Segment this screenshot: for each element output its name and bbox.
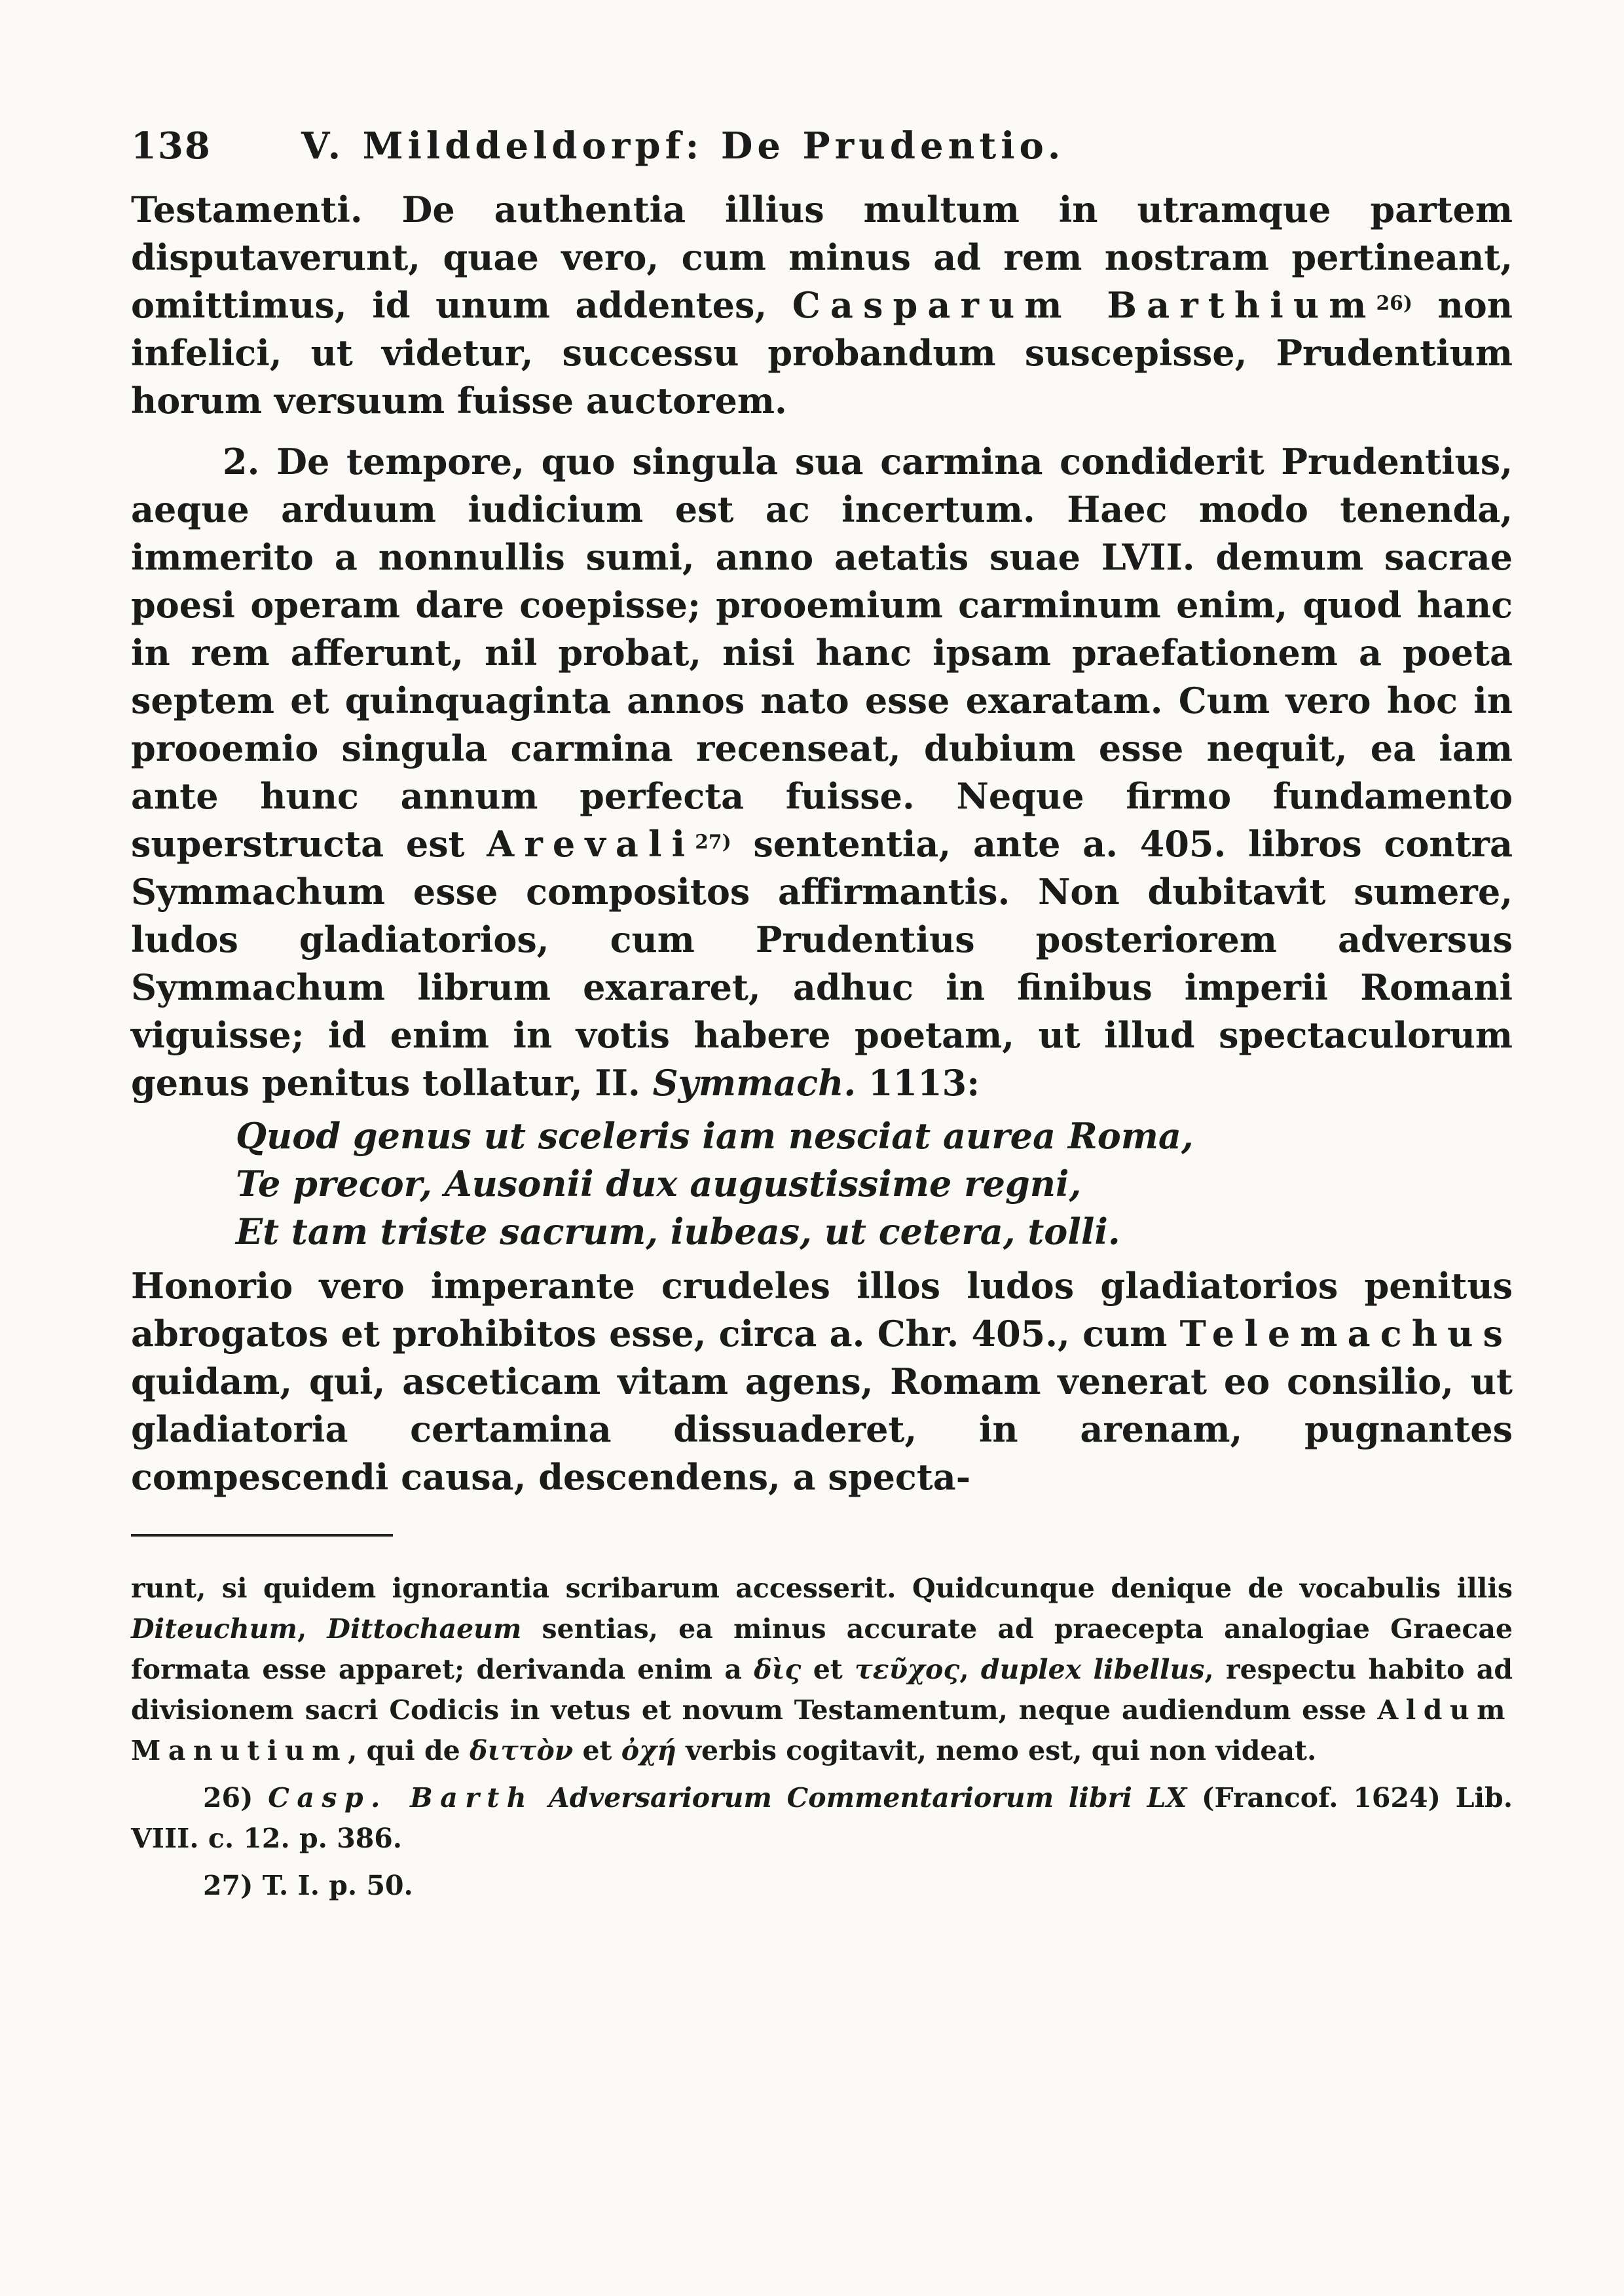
greek-word: τεῦχος: [855, 1654, 960, 1685]
text: [253, 1782, 268, 1813]
verse-line: Te precor, Ausonii dux augustissime regni,: [236, 1163, 1082, 1205]
text: 1113:: [856, 1062, 980, 1104]
text: ,: [297, 1613, 327, 1645]
footnotes: [131, 1568, 1513, 1906]
text: verbis cogitavit, nemo est, qui non videat.: [676, 1735, 1317, 1766]
text: Honorio vero imperante crudeles illos ludos gladiatorios penitus abrogatos et prohibitos esse, circa a. Chr. 405., cum: [131, 1265, 1513, 1355]
paragraph-1: [131, 186, 1513, 425]
text: Testamenti. De authentia illius multum in utramque partem disputaverunt, quae vero, cum minus ad rem nostram pertineant, omittimus, id unum addentes,: [131, 189, 1513, 326]
person-name: Telemachus: [1179, 1313, 1513, 1355]
paragraph-3: [131, 1262, 1513, 1501]
greek-word: ὀχή: [621, 1735, 676, 1766]
page-number: 138: [131, 124, 212, 168]
greek-word: διττὸν: [470, 1735, 574, 1766]
author-name: Aldum Manutium: [131, 1694, 1513, 1766]
text: sentias, ea minus accurate ad praecepta analogiae Graecae formata esse apparet; derivanda enim a: [131, 1613, 1513, 1685]
text: T. I. p. 50.: [253, 1870, 413, 1901]
footnote-27: [131, 1865, 1513, 1906]
running-header: [131, 124, 1513, 168]
text: sententia, ante a. 405. libros contra Symmachum esse compositos affirmantis. Non dubitavit sumere, ludos gladiatorios, cum Prudentius posteriorem adversus Symmachum librum exararet, adhuc in finibus imperii Romani viguisse; id enim in votis habere poetam, ut illud spectaculorum genus penitus tollatur, II.: [131, 823, 1513, 1104]
author-name: Casparum Barthium: [792, 284, 1376, 326]
text: runt, si quidem ignorantia scribarum accesserit. Quidcunque denique de vocabulis illis: [131, 1573, 1513, 1604]
text: non infelici, ut videtur, successu probandum suscepisse, Prudentium horum versuum fuisse auctorem.: [131, 284, 1513, 422]
term: Dittochaeum: [327, 1613, 522, 1645]
page: [131, 124, 1513, 1906]
text: , respectu habito ad divisionem sacri Codicis in vetus et novum Testamentum, neque audiendum esse: [131, 1654, 1513, 1726]
work-title: Adversariorum Commentariorum libri LX: [548, 1782, 1187, 1813]
verse-line: Et tam triste sacrum, iubeas, ut cetera, tolli.: [236, 1211, 1120, 1252]
citation: Symmach.: [652, 1062, 857, 1104]
term: Diteuchum: [131, 1613, 297, 1645]
greek-word: δὶς: [754, 1654, 802, 1685]
text: quidam, qui, asceticam vitam agens, Romam venerat eo consilio, ut gladiatoria certamina dissuaderet, in arenam, pugnantes compescendi causa, descendens, a specta-: [131, 1360, 1513, 1498]
footnote-continuation: [131, 1568, 1513, 1771]
verse-line: Quod genus ut sceleris iam nesciat aurea Roma,: [236, 1115, 1194, 1157]
term: duplex libellus: [980, 1654, 1205, 1685]
text: [534, 1782, 549, 1813]
verse-quotation: [236, 1112, 1513, 1256]
author-name: Casp. Barth: [268, 1782, 534, 1813]
footnote-rule: [131, 1534, 393, 1537]
footnote-ref: 27): [695, 831, 731, 854]
text: (Francof. 1624) Lib. VIII. c. 12. p. 386.: [131, 1782, 1513, 1854]
footnote-ref: 26): [1376, 292, 1412, 316]
main-text: [131, 186, 1513, 1501]
footnote-label: 27): [203, 1870, 253, 1901]
footnote-26: [131, 1777, 1513, 1859]
paragraph-2: [131, 438, 1513, 1107]
author-name: Arevali: [487, 823, 695, 865]
text: et: [573, 1735, 621, 1766]
text: ,: [959, 1654, 981, 1685]
text: , qui de: [348, 1735, 470, 1766]
footnote-label: 26): [203, 1782, 253, 1813]
running-title: V. Milddeldorpf: De Prudentio.: [301, 124, 1065, 168]
text: 2. De tempore, quo singula sua carmina condiderit Prudentius, aeque arduum iudicium est ac incertum. Haec modo tenenda, immerito a nonnullis sumi, anno aetatis suae LVII. demum sacrae poesi operam dare coepisse; prooemium carminum enim, quod hanc in rem afferunt, nil probat, nisi hanc ipsam praefationem a poeta septem et quinquaginta annos nato esse exaratam. Cum vero hoc in prooemio singula carmina recenseat, dubium esse nequit, ea iam ante hunc annum perfecta fuisse. Neque firmo fundamento superstructa est: [131, 441, 1513, 865]
text: et: [801, 1654, 855, 1685]
